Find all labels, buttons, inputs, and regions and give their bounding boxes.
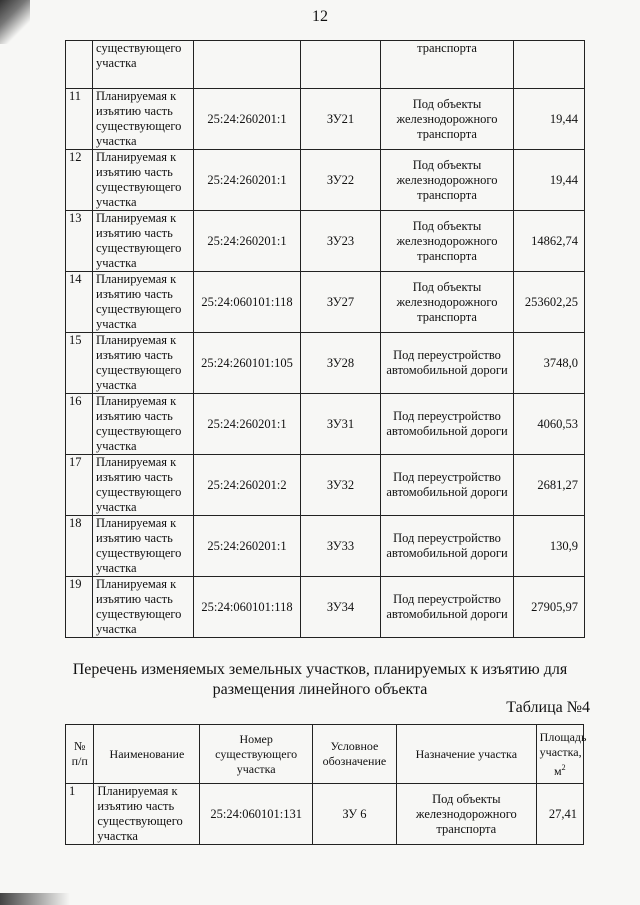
cell-number: 15 xyxy=(66,333,93,394)
cell-name: Планируемая к изъятию часть существующего участка xyxy=(93,455,194,516)
cell-purpose: Под переустройство автомобильной дороги xyxy=(381,577,514,638)
cell-area: 130,9 xyxy=(514,516,585,577)
header-cadastral: Номер существующего участка xyxy=(200,725,312,784)
header-area xyxy=(536,725,587,784)
cell-number: 11 xyxy=(66,89,93,150)
cell-area: 19,44 xyxy=(514,89,585,150)
cell-area: 2681,27 xyxy=(514,455,585,516)
table-row xyxy=(66,333,585,394)
cell-name: Планируемая к изъятию часть существующего участка xyxy=(93,516,194,577)
header-code: Условное обозначение xyxy=(312,725,396,784)
cell-name: Планируемая к изъятию часть существующего участка xyxy=(93,577,194,638)
cell-purpose: Под объекты железнодорожного транспорта xyxy=(381,211,514,272)
cell-cadastral: 25:24:060101:118 xyxy=(194,272,301,333)
table-label: Таблица №4 xyxy=(506,699,590,716)
cell-purpose: Под объекты железнодорожного транспорта xyxy=(381,150,514,211)
cell-purpose: Под объекты железнодорожного транспорта xyxy=(381,272,514,333)
header-name: Наименование xyxy=(94,725,200,784)
cell-number: 18 xyxy=(66,516,93,577)
cell-purpose: Под переустройство автомобильной дороги xyxy=(381,455,514,516)
cell-purpose: Под объекты железнодорожного транспорта xyxy=(381,89,514,150)
cell-name: Планируемая к изъятию часть существующего участка xyxy=(93,333,194,394)
cell-code: ЗУ32 xyxy=(301,455,381,516)
cell-cadastral: 25:24:260201:2 xyxy=(194,455,301,516)
cell-code: ЗУ33 xyxy=(301,516,381,577)
header-purpose: Назначение участка xyxy=(396,725,536,784)
table-row xyxy=(66,784,584,845)
section-title-line-1: Перечень изменяемых земельных участков, планируемых к изъятию для xyxy=(72,661,568,678)
cell-area: 19,44 xyxy=(514,150,585,211)
cell-code: ЗУ31 xyxy=(301,394,381,455)
cell-code: ЗУ22 xyxy=(301,150,381,211)
cell-name: Планируемая к изъятию часть существующего участка xyxy=(93,272,194,333)
cell-number: 13 xyxy=(66,211,93,272)
cell-cadastral: 25:24:260201:1 xyxy=(194,516,301,577)
table-row xyxy=(66,272,585,333)
cell-number: 1 xyxy=(66,784,94,845)
cell-number: 19 xyxy=(66,577,93,638)
cell-cadastral: 25:24:260201:1 xyxy=(194,150,301,211)
table-row xyxy=(66,150,585,211)
cell-cadastral: 25:24:060101:118 xyxy=(194,577,301,638)
cell-cadastral: 25:24:060101:131 xyxy=(200,784,312,845)
cell-purpose: Под переустройство автомобильной дороги xyxy=(381,516,514,577)
header-area-sup: 2 xyxy=(561,762,566,772)
table-header-row xyxy=(66,725,584,784)
cell-purpose: транспорта xyxy=(381,41,514,89)
changed-plots-table xyxy=(65,724,587,845)
cell-purpose: Под объекты железнодорожного транспорта xyxy=(396,784,536,845)
cell-code: ЗУ23 xyxy=(301,211,381,272)
header-number: № п/п xyxy=(66,725,94,784)
cell-code: ЗУ21 xyxy=(301,89,381,150)
cell-purpose: Под переустройство автомобильной дороги xyxy=(381,394,514,455)
cell-code: ЗУ34 xyxy=(301,577,381,638)
cell-area: 253602,25 xyxy=(514,272,585,333)
land-plots-table-continued xyxy=(65,40,585,638)
cell-purpose: Под переустройство автомобильной дороги xyxy=(381,333,514,394)
cell-cadastral: 25:24:260101:105 xyxy=(194,333,301,394)
cell-area: 4060,53 xyxy=(514,394,585,455)
scan-edge-mark-bottom xyxy=(0,893,70,905)
cell-cadastral: 25:24:260201:1 xyxy=(194,394,301,455)
cell-area: 27,41 xyxy=(536,784,583,845)
cell-number: 14 xyxy=(66,272,93,333)
cell-cadastral: 25:24:260201:1 xyxy=(194,89,301,150)
cell-name: Планируемая к изъятию часть существующего участка xyxy=(93,211,194,272)
cell-number: 17 xyxy=(66,455,93,516)
cell-code: ЗУ27 xyxy=(301,272,381,333)
section-title-line-2: размещения линейного объекта xyxy=(212,681,428,698)
table-row xyxy=(66,394,585,455)
cell-cadastral: 25:24:260201:1 xyxy=(194,211,301,272)
cell-area: 27905,97 xyxy=(514,577,585,638)
table-row xyxy=(66,211,585,272)
cell-number: 12 xyxy=(66,150,93,211)
cell-code: ЗУ 6 xyxy=(312,784,396,845)
cell-name: Планируемая к изъятию часть существующего участка xyxy=(93,150,194,211)
cell-name: Планируемая к изъятию часть существующего участка xyxy=(94,784,200,845)
table-row xyxy=(66,455,585,516)
cell-code: ЗУ28 xyxy=(301,333,381,394)
cell-area: 14862,74 xyxy=(514,211,585,272)
table-row-continuation xyxy=(66,41,585,89)
cell-name: Планируемая к изъятию часть существующего участка xyxy=(93,89,194,150)
cell-name: Планируемая к изъятию часть существующего участка xyxy=(93,394,194,455)
table-row xyxy=(66,577,585,638)
header-area-text: Площадь участка, м xyxy=(539,729,587,778)
table-row xyxy=(66,89,585,150)
table-row xyxy=(66,516,585,577)
cell-area: 3748,0 xyxy=(514,333,585,394)
cell-name: существующего участка xyxy=(93,41,194,89)
page-number: 12 xyxy=(312,8,328,25)
cell-number: 16 xyxy=(66,394,93,455)
